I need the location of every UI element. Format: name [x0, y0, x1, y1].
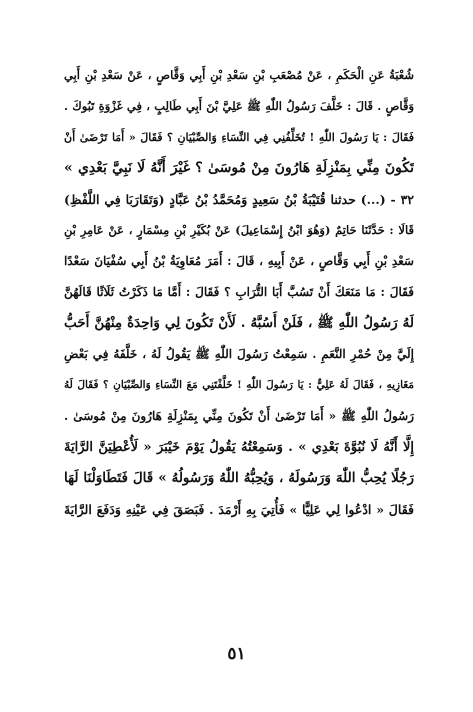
- text-line-15: فَقَالَ « ادْعُوا لِي عَلِيًّا » فَأُتِيَ بِهِ أَرْمَدَ . فَبَصَقَ فِي عَيْنِهِ وَدَفَعَ الرَّايَةَ: [64, 502, 414, 517]
- text-line-4: تَكُونَ مِنِّي بِمَنْزِلَةِ هَارُونَ مِنْ مُوسَىٰ ؟ غَيْرَ أَنَّهُ لَا نَبِيَّ بَعْدِي »: [64, 160, 414, 176]
- text-line-1: شُعْبَةُ عَنِ الْحَكَمِ ، عَنْ مُصْعَبِ بْنِ سَعْدِ بْنِ أَبِي وَقَّاصٍ ، عَنْ سَعْدِ بْنِ أَبِي: [64, 68, 414, 82]
- page-number: ٥١: [227, 644, 246, 664]
- text-line-8: فَقَالَ : مَا مَنَعَكَ أَنْ تَسُبَّ أَبَا التُّرَابِ ؟ فَقَالَ : أَمَّا مَا ذَكَرْتُ ثَلَاثًا قَالَهُنَّ: [64, 285, 414, 299]
- text-line-10: إِلَيَّ مِنْ حُمْرِ النَّعَمِ . سَمِعْتُ رَسُولَ اللّٰهِ ﷺ يَقُولُ لَهُ ، خَلَّفَهُ فِي بَعْضِ: [64, 347, 414, 361]
- text-line-2: وَقَّاصٍ . قَالَ : خَلَّفَ رَسُولُ اللّٰهِ ﷺ عَلِيَّ بْنَ أَبِي طَالِبٍ ، فِي غَزْوَةِ تَبُوكَ .: [64, 99, 414, 113]
- text-line-14: رَجُلًا يُحِبُّ اللّٰهَ وَرَسُولَهُ ، وَيُحِبُّهُ اللّٰهُ وَرَسُولُهُ » قَالَ فَتَطَاوَلْنَا لَهَا: [64, 470, 414, 486]
- text-line-3: فَقَالَ : يَا رَسُولَ اللّٰهِ ! تُخَلِّفُنِي فِي النِّسَاءِ وَالصِّبْيَانِ ؟ فَقَالَ « أَمَا تَرْضَىٰ أَنْ: [64, 131, 414, 144]
- text-line-6: قَالَا : حَدَّثَنَا حَاتِمٌ (وَهُوَ ابْنُ إِسْمَاعِيلَ) عَنْ بُكَيْرِ بْنِ مِسْمَارٍ ، عَنْ عَامِرِ بْنِ: [64, 223, 414, 237]
- text-line-5-hadith-heading: ٣٢ - (...) حدثنا قُتَيْبَةُ بْنُ سَعِيدٍ وَمُحَمَّدُ بْنُ عَبَّادٍ (وَتَقَارَبَا فِي اللَّفْظِ): [64, 192, 414, 207]
- text-line-12: رَسُولُ اللّٰهِ ﷺ « أَمَا تَرْضَىٰ أَنْ تَكُونَ مِنِّي بِمَنْزِلَةِ هَارُونَ مِنْ مُوسَىٰ .: [64, 409, 414, 423]
- text-line-7: سَعْدِ بْنِ أَبِي وَقَّاصٍ ، عَنْ أَبِيهِ ، قَالَ : أَمَرَ مُعَاوِيَةُ بْنُ أَبِي سُفْيَانَ سَعْدًا: [64, 254, 414, 268]
- text-line-13: إِلَّا أَنَّهُ لَا نُبُوَّةَ بَعْدِي » . وَسَمِعْتُهُ يَقُولُ يَوْمَ خَيْبَرَ « لَأُعْطِيَنَّ الرَّايَةَ: [64, 440, 414, 455]
- text-line-11: مَغَازِيهِ ، فَقَالَ لَهُ عَلِيٌّ : يَا رَسُولَ اللّٰهِ ! خَلَّفْتَنِي مَعَ النِّسَاءِ وَالصِّبْيَانِ ؟ فَقَالَ لَهُ: [64, 379, 414, 391]
- hadith-text-block: [64, 60, 414, 525]
- text-line-9: لَهُ رَسُولُ اللّٰهِ ﷺ ، فَلَنْ أَسُبَّهُ . لَأَنْ تَكُونَ لِي وَاحِدَةٌ مِنْهُنَّ أَحَبُّ: [64, 315, 414, 331]
